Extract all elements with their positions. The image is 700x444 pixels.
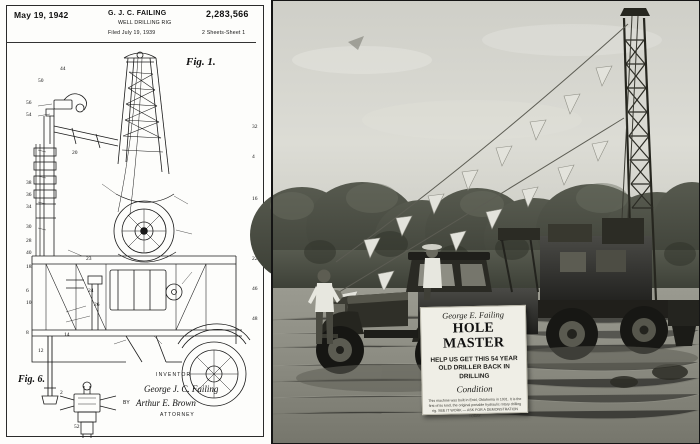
ref-numeral: 20: [72, 150, 78, 156]
ref-numeral: 24: [88, 288, 94, 294]
patent-sheets-line: 2 Sheets-Sheet 1: [202, 30, 246, 36]
sign-line-2: HOLE MASTER: [442, 320, 505, 352]
patent-inventor-header: G. J. C. FAILING: [108, 10, 167, 17]
ref-numeral: 28: [26, 238, 32, 244]
ref-numeral: 16: [252, 196, 258, 202]
patent-number: 2,283,566: [206, 9, 249, 19]
patent-filed-line: Filed July 19, 1939: [108, 30, 156, 36]
ref-numeral: 52: [74, 424, 80, 430]
figure-1-label: Fig. 1.: [186, 56, 216, 68]
by-caption: BY: [123, 400, 130, 406]
patent-drawing-panel: [0, 0, 272, 444]
ref-numeral: 18: [26, 264, 32, 270]
attorney-caption: ATTORNEY: [160, 412, 195, 418]
ref-numeral: 50: [38, 78, 44, 84]
ref-numeral: 54: [26, 112, 32, 118]
ref-numeral: 38: [26, 180, 32, 186]
sign-line-4: Condition: [456, 383, 493, 394]
ref-numeral: 32: [252, 124, 258, 130]
ref-numeral: 12: [38, 348, 44, 354]
ref-numeral: 48: [252, 316, 258, 322]
ref-numeral: 23: [86, 256, 92, 262]
ref-numeral: 34: [26, 204, 32, 210]
ref-numeral: 14: [64, 332, 70, 338]
ref-numeral: 2: [60, 390, 63, 396]
ref-numeral: 4: [252, 154, 255, 160]
ref-numeral: 22: [252, 256, 258, 262]
sign-fine-print: This machine was built in Enid, Oklahoma in 1931. It is the first of its kind, the original portable hydraulic rotary drilling rig. SEE IT WORK — ASK FOR A DEMONSTRATION TODAY.: [428, 396, 522, 418]
ref-numeral: 26: [94, 302, 100, 308]
inventor-signature: George J. C. Failing: [144, 384, 219, 394]
ref-numeral: 8: [26, 330, 29, 336]
promotional-sign: [420, 305, 528, 418]
ref-numeral: 30: [26, 224, 32, 230]
patent-title-line: WELL DRILLING RIG: [118, 20, 172, 26]
sign-line-1: George E. Failing: [442, 309, 505, 321]
inventor-caption: INVENTOR: [156, 372, 192, 378]
ref-numeral: 44: [60, 66, 66, 72]
sign-line-3: HELP US GET THIS 54 YEAR OLD DRILLER BACK IN DRILLING: [430, 354, 518, 381]
ref-numeral: 10: [26, 300, 32, 306]
patent-header-rule: [6, 42, 256, 43]
figure-6-detail: [50, 380, 130, 438]
ref-numeral: 40: [26, 250, 32, 256]
photograph-panel: [272, 0, 700, 444]
ref-numeral: 46: [252, 286, 258, 292]
attorney-signature: Arthur E. Brown: [136, 398, 196, 408]
drilling-rig-line-drawing: [6, 44, 258, 374]
ref-numeral: 6: [26, 288, 29, 294]
figure-6-label: Fig. 6.: [18, 374, 45, 385]
ref-numeral: 56: [26, 100, 32, 106]
patent-date: May 19, 1942: [14, 10, 69, 20]
ref-numeral: 36: [26, 192, 32, 198]
